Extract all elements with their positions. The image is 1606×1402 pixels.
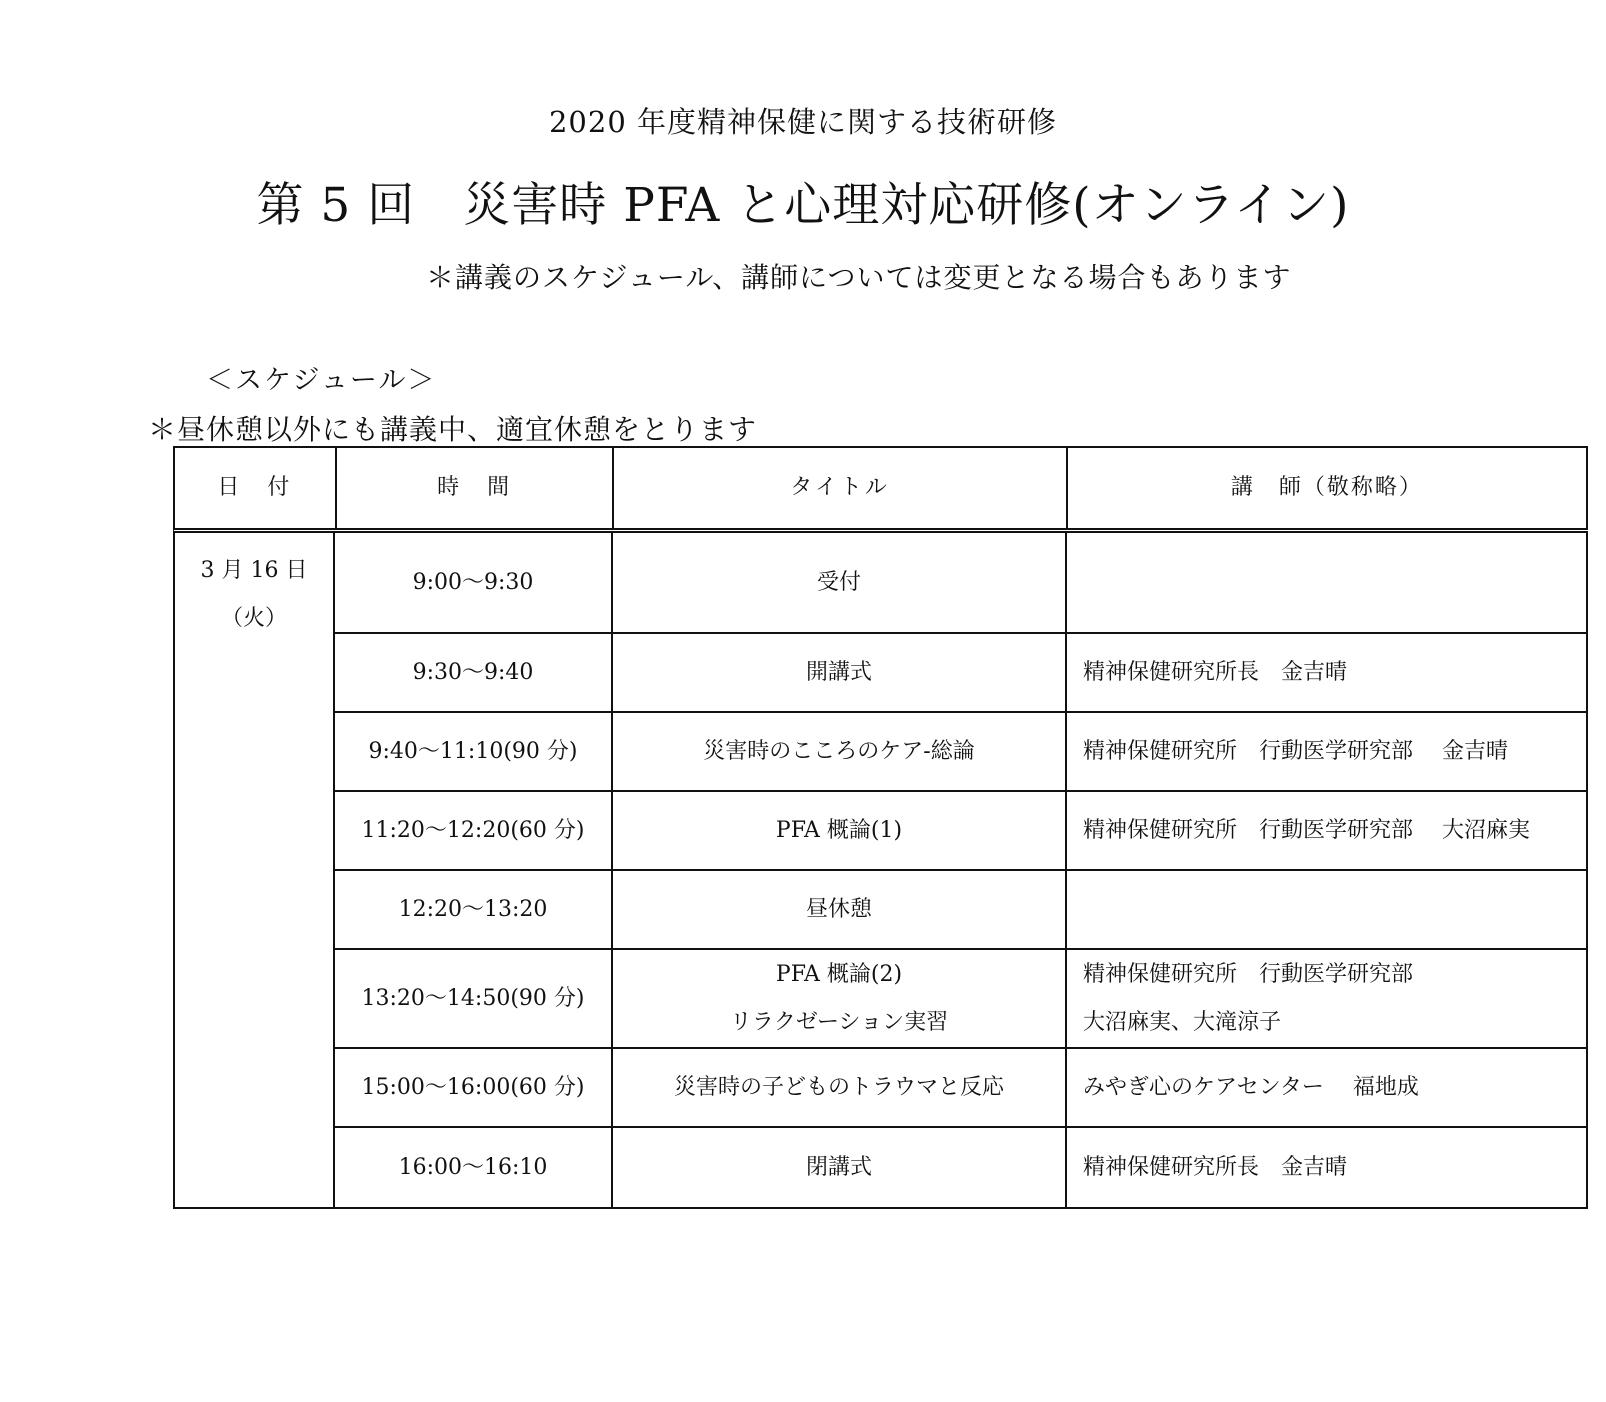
lecturer-line: 大沼麻実、大滝涼子: [1083, 1009, 1282, 1035]
time-cell: 15:00〜16:00(60 分): [335, 1049, 613, 1128]
time-cell: 9:30〜9:40: [335, 634, 613, 713]
column-header-time: 時 間: [337, 448, 615, 528]
schedule-table: [173, 446, 1588, 1209]
title-cell: 開講式: [613, 634, 1067, 713]
lecturer-cell: 精神保健研究所 行動医学研究部 金吉晴: [1067, 713, 1588, 792]
title-cell: 災害時の子どものトラウマと反応: [613, 1049, 1067, 1128]
table-body: [173, 533, 1588, 1209]
lecturer-cell: みやぎ心のケアセンター 福地成: [1067, 1049, 1588, 1128]
title-cell: PFA 概論(1): [613, 792, 1067, 871]
table-row: [335, 1128, 1588, 1207]
lecturer-line: 精神保健研究所 行動医学研究部: [1083, 961, 1414, 987]
change-notice: ＊講義のスケジュール、講師については変更となる場合もあります: [426, 261, 1292, 294]
table-row: [335, 1049, 1588, 1128]
lecturer-cell: [1067, 533, 1588, 634]
lecturer-cell: 精神保健研究所長 金吉晴: [1067, 634, 1588, 713]
title-cell: 災害時のこころのケア-総論: [613, 713, 1067, 792]
time-cell: 16:00〜16:10: [335, 1128, 613, 1207]
time-cell: 9:00〜9:30: [335, 533, 613, 634]
title-line: リラクゼーション実習: [729, 1009, 949, 1035]
column-header-lecturer: 講 師（敬称略）: [1068, 448, 1588, 528]
table-row: [335, 634, 1588, 713]
column-header-title: タイトル: [614, 448, 1067, 528]
title-cell: [613, 950, 1067, 1049]
table-row: [335, 792, 1588, 871]
document-title: 第 5 回 災害時 PFA と心理対応研修(オンライン): [256, 178, 1350, 233]
time-cell: 13:20〜14:50(90 分): [335, 950, 613, 1049]
time-cell: 9:40〜11:10(90 分): [335, 713, 613, 792]
column-header-date: 日 付: [175, 448, 337, 528]
title-cell: 閉講式: [613, 1128, 1067, 1207]
date-weekday: （火）: [220, 606, 287, 631]
lecturer-cell: 精神保健研究所 行動医学研究部 大沼麻実: [1067, 792, 1588, 871]
time-cell: 11:20〜12:20(60 分): [335, 792, 613, 871]
title-cell: 昼休憩: [613, 871, 1067, 950]
date-day: 3 月 16 日: [200, 558, 308, 583]
document-subtitle: 2020 年度精神保健に関する技術研修: [548, 105, 1058, 139]
title-line: PFA 概論(2): [775, 961, 903, 987]
table-row: [335, 713, 1588, 792]
schedule-heading: ＜スケジュール＞: [206, 365, 437, 396]
time-cell: 12:20〜13:20: [335, 871, 613, 950]
session-rows: [335, 533, 1588, 1207]
title-cell: 受付: [613, 533, 1067, 634]
date-cell: [175, 533, 335, 1207]
lecturer-cell: 精神保健研究所長 金吉晴: [1067, 1128, 1588, 1207]
table-row: [335, 950, 1588, 1049]
table-header-row: [173, 446, 1588, 533]
table-row: [335, 871, 1588, 950]
table-row: [335, 533, 1588, 634]
break-note: ＊昼休憩以外にも講義中、適宜休憩をとります: [148, 413, 758, 446]
lecturer-cell: [1067, 950, 1588, 1049]
lecturer-cell: [1067, 871, 1588, 950]
